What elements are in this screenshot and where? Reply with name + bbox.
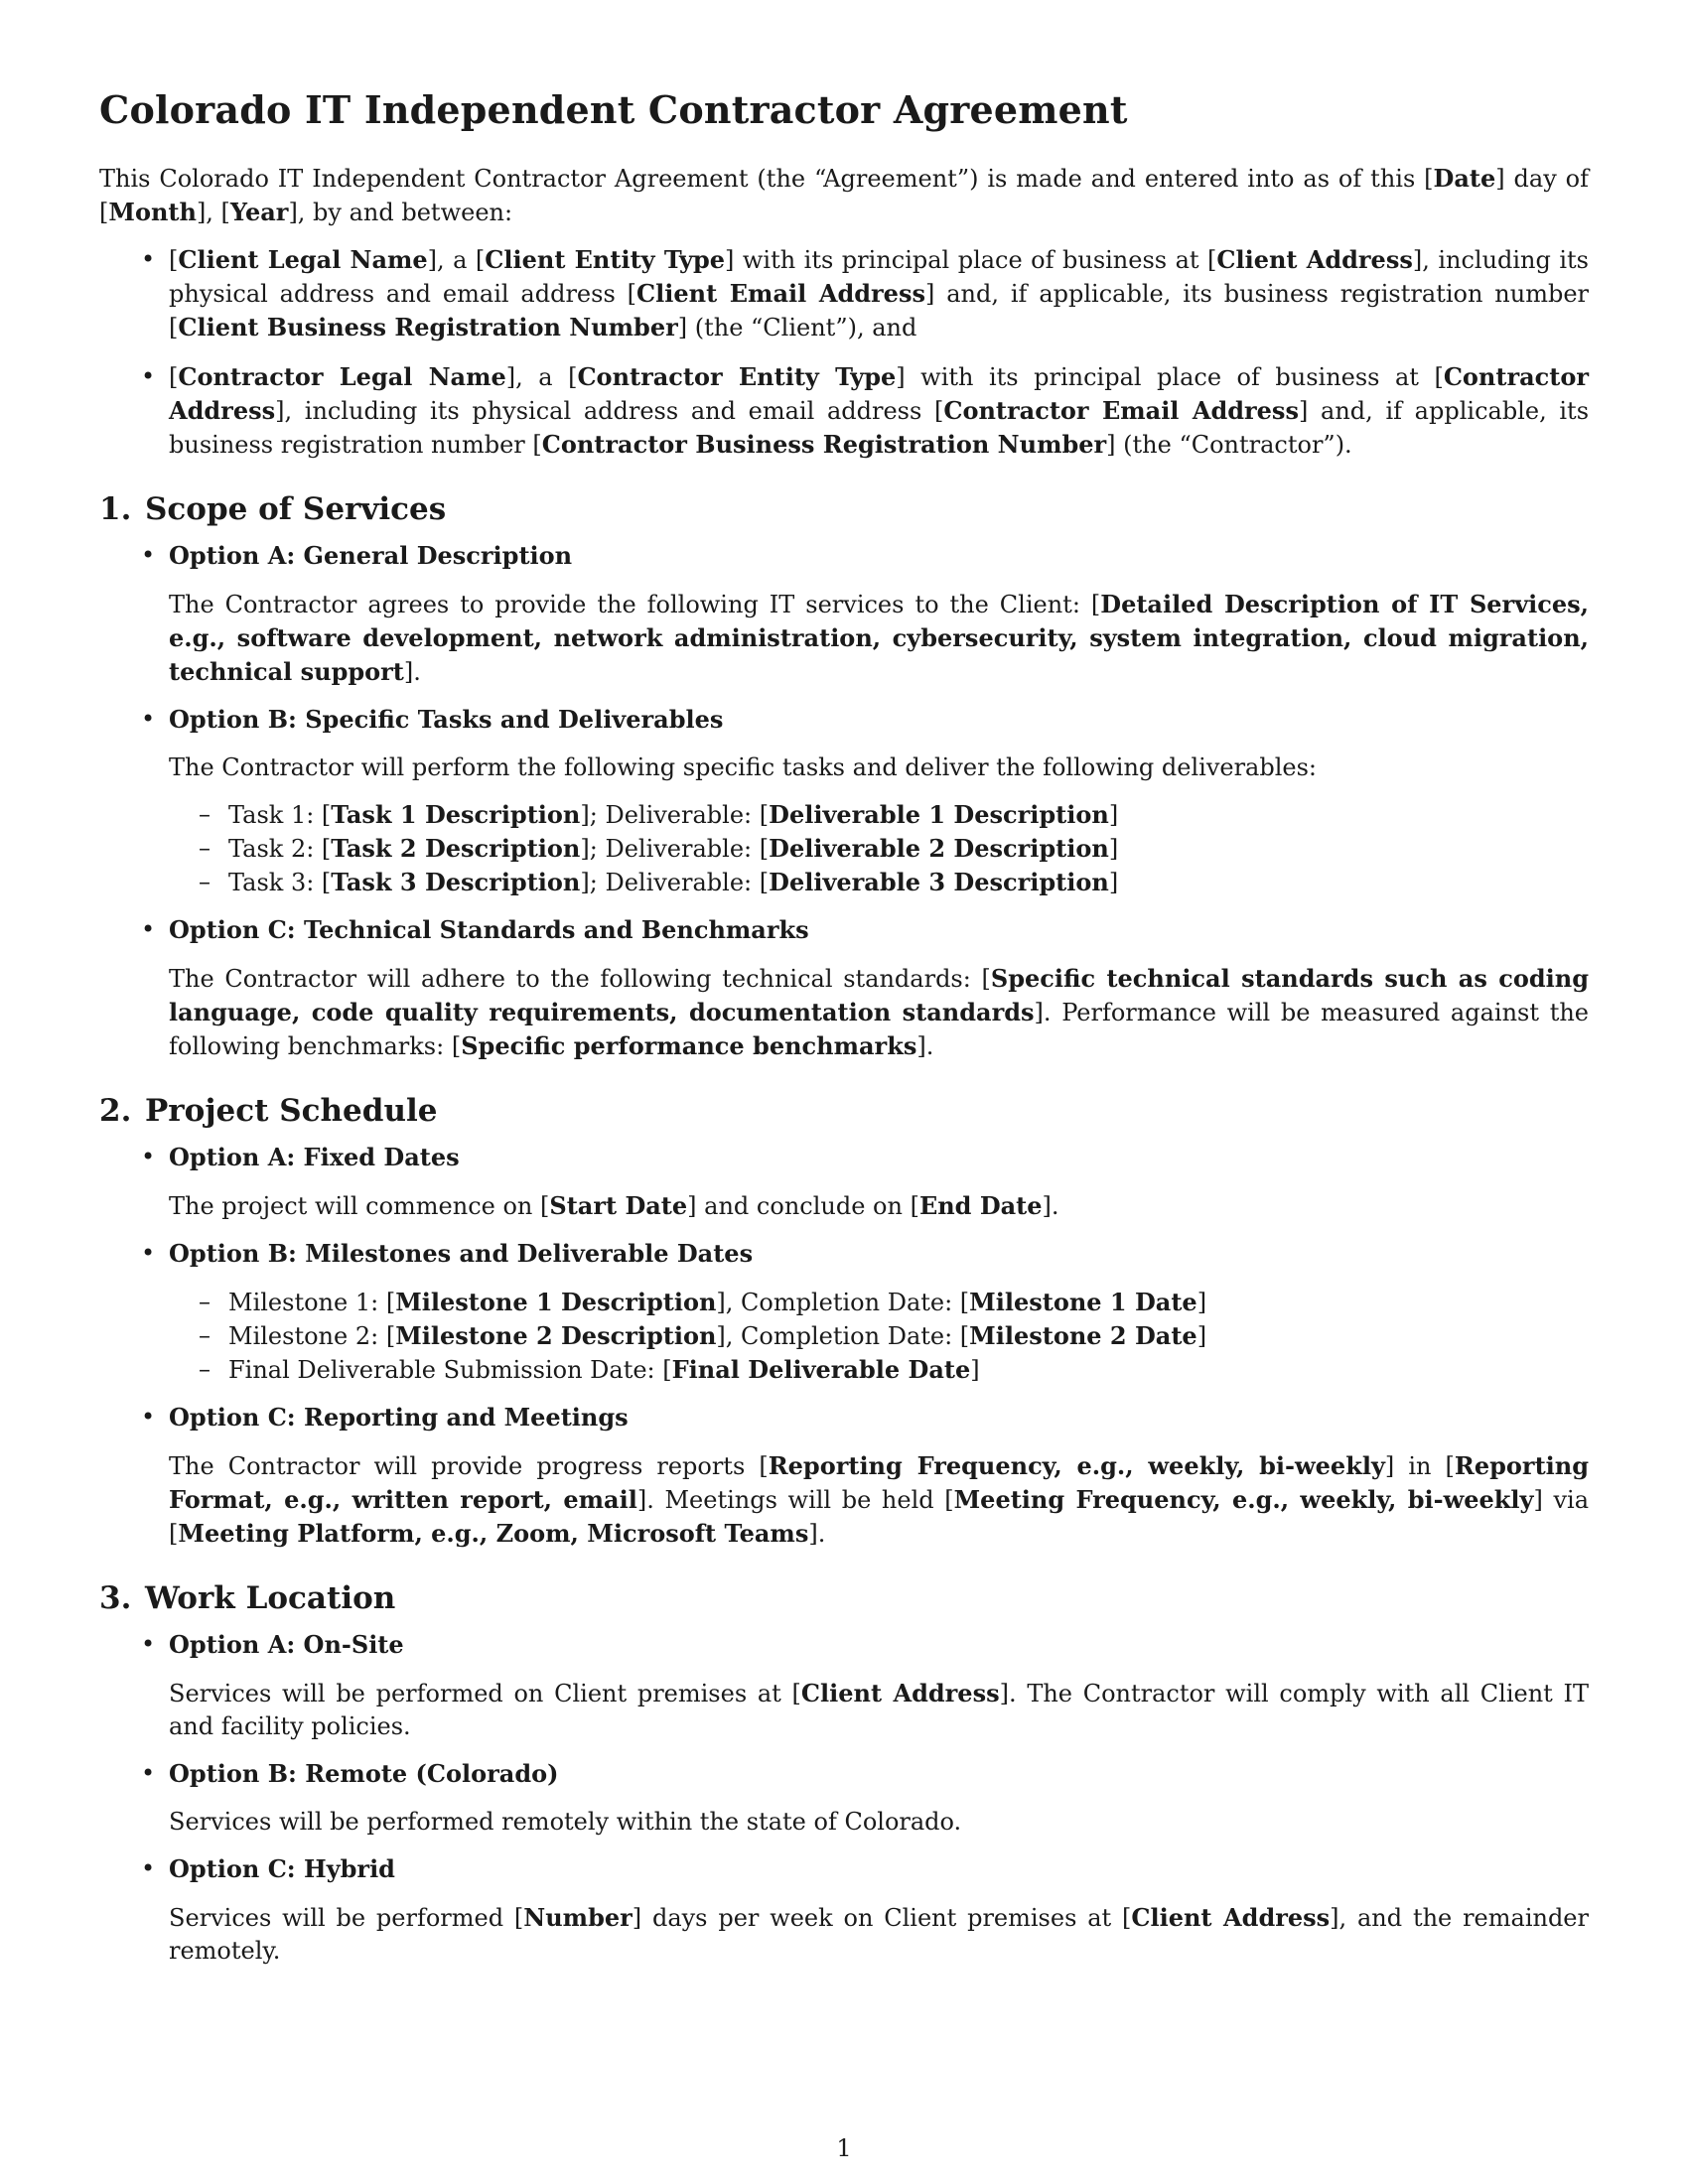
item-text: ] (970, 1356, 980, 1384)
item-text: ]; Deliverable: [ (580, 869, 770, 896)
placeholder-reporting-frequency: Reporting Frequency, e.g., weekly, bi-weekly (768, 1451, 1385, 1480)
section-title: Project Schedule (145, 1093, 438, 1129)
party-text: [ (169, 246, 179, 274)
option-text: The project will commence on [ (169, 1192, 550, 1220)
item-text: ]; Deliverable: [ (580, 835, 770, 863)
schedule-options (99, 1141, 1589, 1551)
option-text: ]. Performance will be measured against the following benchmarks: [ (169, 999, 1589, 1060)
placeholder-end-date: End Date (918, 1191, 1043, 1220)
list-item (169, 866, 1589, 899)
placeholder-year: Year (229, 198, 289, 226)
placeholder-number: Number (523, 1903, 633, 1932)
placeholder-deliverable: Deliverable 3 Description (769, 868, 1109, 896)
placeholder-benchmarks: Specific performance benchmarks (461, 1031, 917, 1060)
placeholder-client-address: Client Address (1131, 1903, 1331, 1932)
placeholder-deliverable: Deliverable 1 Description (769, 800, 1109, 829)
option-title: • Option A: Fixed Dates (169, 1143, 460, 1171)
item-text: ], Completion Date: [ (716, 1322, 970, 1350)
placeholder-client-registration: Client Business Registration Number (178, 313, 678, 341)
list-item (169, 1286, 1589, 1319)
option-text: ]. (916, 1032, 934, 1060)
section-heading-location (99, 1580, 1589, 1616)
placeholder-month: Month (108, 198, 197, 226)
section-title: Work Location (145, 1580, 396, 1616)
option-text: The Contractor agrees to provide the following IT services to the Client: [ (169, 591, 1101, 618)
party-text: ] and, if applicable, its business registration number [ (169, 280, 1589, 341)
option-item (99, 703, 1589, 899)
party-text: ] and, if applicable, its business registration number [ (169, 397, 1590, 459)
placeholder-contractor-legal-name: Contractor Legal Name (178, 362, 506, 391)
task-list (169, 798, 1589, 899)
placeholder-date: Date (1433, 164, 1496, 193)
placeholder-contractor-address: Contractor Address (169, 362, 1590, 425)
document-title: Colorado IT Independent Contractor Agreement (99, 87, 1128, 132)
intro-text: ] day of [ (99, 165, 1589, 226)
option-body (169, 962, 1589, 1063)
option-item (99, 913, 1589, 1063)
item-text: ] (1108, 869, 1119, 896)
placeholder-meeting-platform: Meeting Platform, e.g., Zoom, Microsoft Teams (178, 1519, 809, 1548)
party-text: ] (the “Contractor”). (1106, 431, 1352, 459)
item-text: ]; Deliverable: [ (580, 801, 770, 829)
placeholder-client-address: Client Address (1216, 245, 1413, 274)
item-text: Milestone 2: [ (228, 1322, 396, 1350)
option-item (99, 1141, 1589, 1223)
party-text: ] (the “Client”), and (677, 314, 917, 341)
option-text: ]. (403, 658, 421, 686)
placeholder-reporting-format: Reporting Format, e.g., written report, email (169, 1451, 1590, 1514)
option-item (99, 539, 1589, 689)
party-contractor (99, 360, 1589, 462)
placeholder-client-entity-type: Client Entity Type (485, 245, 726, 274)
party-text: ], including its physical address and email address [ (169, 246, 1589, 308)
option-title: • Option C: Reporting and Meetings (169, 1403, 629, 1432)
party-text: ] with its principal place of business at [ (725, 246, 1217, 274)
item-text: ] (1108, 835, 1119, 863)
placeholder-client-address: Client Address (800, 1679, 1000, 1707)
placeholder-deliverable: Deliverable 2 Description (769, 834, 1109, 863)
section-number: 1. (99, 491, 132, 527)
placeholder-final-date: Final Deliverable Date (671, 1355, 971, 1384)
section-number: 3. (99, 1580, 132, 1616)
parties-list (99, 243, 1589, 462)
option-text: ] in [ (1384, 1452, 1455, 1480)
placeholder-task: Task 2 Description (331, 834, 581, 863)
item-text: ] (1196, 1322, 1207, 1350)
option-item (99, 1852, 1589, 1968)
option-text: ]. Meetings will be held [ (636, 1486, 954, 1514)
placeholder-milestone-date: Milestone 2 Date (969, 1321, 1197, 1350)
document-page (99, 87, 1589, 1981)
party-text: ], a [ (427, 246, 486, 274)
option-body (169, 1901, 1589, 1968)
option-text: The Contractor will adhere to the following technical standards: [ (169, 965, 991, 993)
option-text: Services will be performed [ (169, 1904, 524, 1932)
list-item (169, 1353, 1589, 1387)
list-item (169, 1319, 1589, 1353)
option-item (99, 1628, 1589, 1743)
option-title: • Option B: Milestones and Deliverable Dates (169, 1239, 754, 1268)
list-item (169, 832, 1589, 866)
party-text: ], including its physical address and email address [ (275, 397, 944, 425)
intro-paragraph (99, 162, 1589, 229)
option-body (169, 1677, 1589, 1743)
option-title: • Option B: Remote (Colorado) (169, 1759, 559, 1788)
placeholder-client-email: Client Email Address (636, 279, 925, 308)
option-item (99, 1757, 1589, 1839)
list-item (169, 798, 1589, 832)
placeholder-milestone: Milestone 1 Description (395, 1288, 717, 1316)
option-body (169, 1189, 1589, 1223)
option-title: • Option C: Hybrid (169, 1854, 395, 1883)
placeholder-client-legal-name: Client Legal Name (178, 245, 428, 274)
option-item (99, 1237, 1589, 1387)
item-text: Final Deliverable Submission Date: [ (228, 1356, 672, 1384)
option-body (169, 588, 1589, 689)
placeholder-task: Task 1 Description (331, 800, 581, 829)
option-text: ]. (808, 1520, 826, 1548)
placeholder-milestone-date: Milestone 1 Date (969, 1288, 1197, 1316)
item-text: Milestone 1: [ (228, 1289, 396, 1316)
section-number: 2. (99, 1093, 132, 1129)
intro-text: ], by and between: (288, 199, 513, 226)
party-text: ] with its principal place of business at [ (896, 363, 1444, 391)
party-text: ], a [ (505, 363, 578, 391)
option-item (99, 1401, 1589, 1551)
section-heading-schedule (99, 1093, 1589, 1129)
placeholder-contractor-registration: Contractor Business Registration Number (541, 430, 1107, 459)
option-text: ], and the remainder remotely. (169, 1904, 1589, 1965)
placeholder-milestone: Milestone 2 Description (395, 1321, 717, 1350)
option-title: • Option C: Technical Standards and Benchmarks (169, 915, 809, 944)
option-text: ] via [ (169, 1486, 1589, 1548)
option-text: ]. (1042, 1192, 1059, 1220)
placeholder-technical-standards: Specific technical standards such as coding language, code quality requirements, documentation standards (169, 964, 1590, 1026)
placeholder-task: Task 3 Description (331, 868, 581, 896)
placeholder-contractor-entity-type: Contractor Entity Type (577, 362, 897, 391)
location-options (99, 1628, 1589, 1968)
option-text: The Contractor will provide progress reports [ (169, 1452, 769, 1480)
option-title: • Option B: Specific Tasks and Deliverables (169, 705, 724, 734)
item-text: ] (1108, 801, 1119, 829)
party-text: [ (169, 363, 179, 391)
option-body: Services will be performed remotely within the state of Colorado. (169, 1808, 962, 1836)
option-text: Services will be performed on Client premises at [ (169, 1680, 801, 1707)
option-text: ] and conclude on [ (687, 1192, 919, 1220)
scope-options (99, 539, 1589, 1063)
option-title: • Option A: General Description (169, 541, 573, 570)
item-text: Task 1: [ (228, 801, 332, 829)
placeholder-it-services: Detailed Description of IT Services, e.g., software development, network administration, cybersecurity, system integration, cloud migration, technical support (169, 590, 1590, 686)
option-body: The Contractor will perform the following specific tasks and deliver the following deliverables: (169, 753, 1318, 781)
item-text: ], Completion Date: [ (716, 1289, 970, 1316)
section-heading-scope (99, 491, 1589, 527)
milestone-list (169, 1286, 1589, 1387)
placeholder-start-date: Start Date (549, 1191, 688, 1220)
option-text: ]. The Contractor will comply with all Client IT and facility policies. (169, 1680, 1589, 1740)
item-text: ] (1196, 1289, 1207, 1316)
placeholder-meeting-frequency: Meeting Frequency, e.g., weekly, bi-weekly (953, 1485, 1534, 1514)
placeholder-contractor-email: Contractor Email Address (943, 396, 1299, 425)
party-client (99, 243, 1589, 344)
page-number: 1 (836, 2134, 852, 2162)
intro-text: This Colorado IT Independent Contractor Agreement (the “Agreement”) is made and entered into as of this [ (99, 165, 1434, 193)
item-text: Task 2: [ (228, 835, 332, 863)
option-text: ] days per week on Client premises at [ (632, 1904, 1132, 1932)
option-title: • Option A: On-Site (169, 1630, 404, 1659)
section-title: Scope of Services (145, 491, 447, 527)
item-text: Task 3: [ (228, 869, 332, 896)
intro-text: ], [ (196, 199, 230, 226)
option-body (169, 1449, 1589, 1551)
